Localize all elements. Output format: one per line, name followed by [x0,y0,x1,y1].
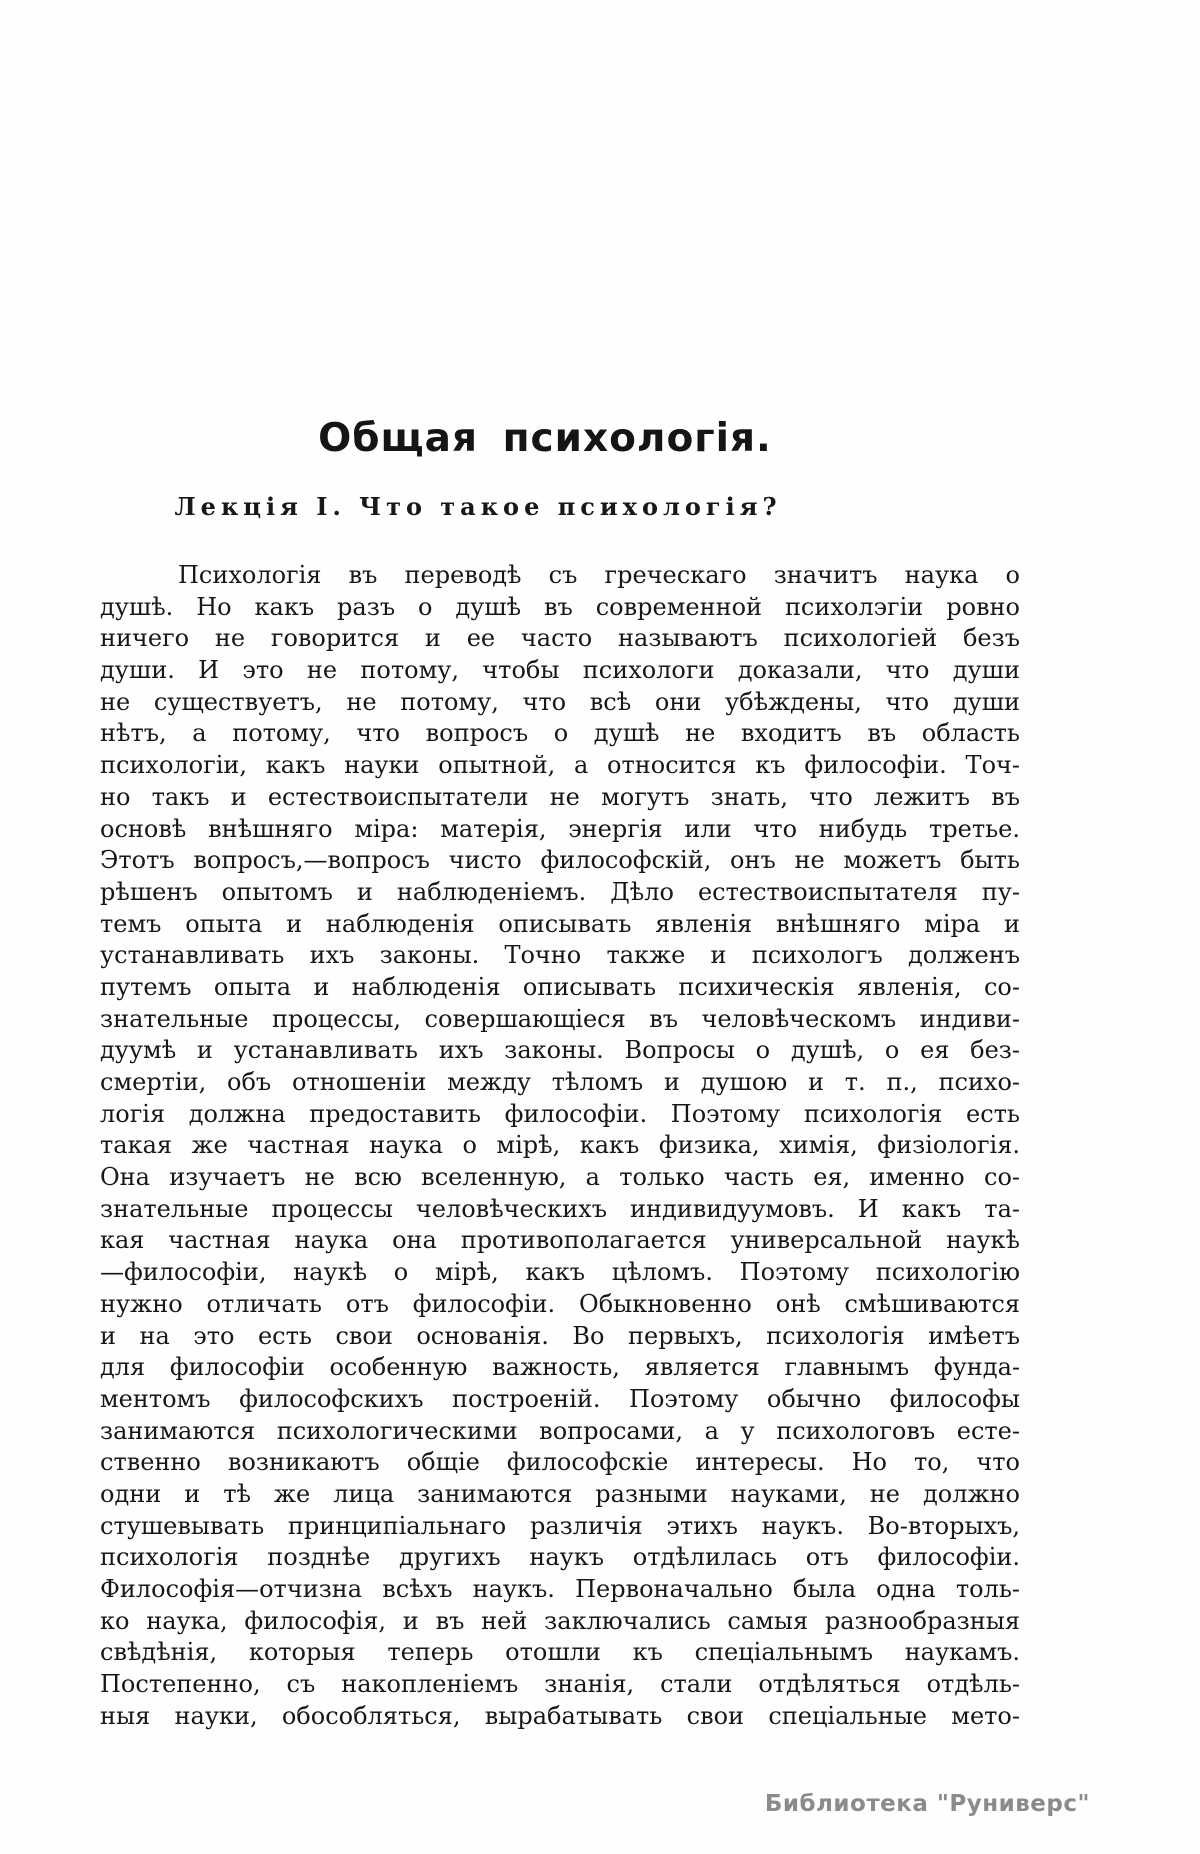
text-line: устанавливать ихъ законы. Точно также и психологъ долженъ [100,941,1020,970]
text-line: стушевывать принципіальнаго различія этихъ наукъ. Во-вторыхъ, [100,1511,1020,1540]
page-title: Общая психологія. [318,416,772,461]
text-line: Этотъ вопросъ,—вопросъ чисто философскій, онъ не можетъ быть [100,846,1020,875]
text-line: ко наука, философія, и въ ней заключались самыя разнообразныя [100,1606,1020,1635]
library-watermark: Библиотека "Руниверс" [764,1791,1090,1817]
body-paragraph [100,560,1020,1732]
text-line: душѣ. Но какъ разъ о душѣ въ современной психолэгіи ровно [100,592,1020,621]
text-line: Философія—отчизна всѣхъ наукъ. Первоначально была одна толь- [100,1575,1020,1603]
text-line: ментомъ философскихъ построеній. Поэтому обычно философы [100,1384,1020,1413]
text-line: смертіи, объ отношеніи между тѣломъ и душою и т. п., психо- [100,1068,1020,1096]
lecture-heading: Лекція I. Что такое психологія? [174,492,782,521]
text-line: —философіи, наукѣ о мірѣ, какъ цѣломъ. Поэтому психологію [100,1258,1020,1287]
text-line: темъ опыта и наблюденія описывать явленія внѣшняго міра и [100,909,1020,938]
text-line: знательные процессы человѣческихъ индивидуумовъ. И какъ та- [100,1194,1020,1223]
text-line: не существуетъ, не потому, что всѣ они убѣждены, что души [100,687,1020,716]
text-line: основѣ внѣшняго міра: матерія, энергія или что нибудь третье. [100,814,1020,843]
text-line: Постепенно, съ накопленіемъ знанія, стали отдѣляться отдѣль- [100,1670,1020,1699]
text-line: одни и тѣ же лица занимаются разными науками, не должно [100,1479,1020,1508]
text-line: но такъ и естествоиспытатели не могутъ знать, что лежитъ въ [100,782,1020,811]
text-line: кая частная наука она противополагается универсальной наукѣ [100,1226,1020,1255]
text-line: рѣшенъ опытомъ и наблюденіемъ. Дѣло естествоиспытателя пу- [100,877,1020,906]
text-line: занимаются психологическими вопросами, а у психологовъ есте- [100,1416,1020,1445]
text-line: ныя науки, обособляться, вырабатывать свои спеціальные мето- [100,1701,1020,1730]
text-line: для философіи особенную важность, является главнымъ фунда- [100,1353,1020,1382]
text-line: и на это есть свои основанія. Во первыхъ, психологія имѣетъ [100,1321,1020,1350]
text-line: Психологія въ переводѣ съ греческаго значитъ наука о [178,561,1020,589]
text-line: нѣтъ, а потому, что вопросъ о душѣ не входитъ въ область [100,719,1020,748]
text-line: знательные процессы, совершающіеся въ человѣческомъ индиви- [100,1004,1020,1033]
text-line: Она изучаетъ не всю вселенную, а только часть ея, именно со- [100,1163,1020,1192]
text-line: психологіи, какъ науки опытной, а относится къ философіи. Точ- [100,751,1020,780]
text-line: души. И это не потому, чтобы психологи доказали, что души [100,656,1020,685]
text-line: нужно отличать отъ философіи. Обыкновенно онѣ смѣшиваются [100,1289,1020,1318]
text-line: свѣдѣнія, которыя теперь отошли къ спеціальнымъ наукамъ. [100,1638,1020,1667]
text-line: путемъ опыта и наблюденія описывать психическія явленія, со- [100,972,1020,1001]
text-line: дуумѣ и устанавливать ихъ законы. Вопросы о душѣ, о ея без- [100,1036,1020,1065]
text-line: психологія позднѣе другихъ наукъ отдѣлилась отъ философіи. [100,1543,1020,1572]
text-line: ственно возникаютъ общіе философскіе интересы. Но то, что [100,1448,1020,1477]
text-line: логія должна предоставить философіи. Поэтому психологія есть [100,1099,1020,1128]
text-line: ничего не говорится и ее часто называютъ психологіей безъ [100,624,1020,653]
text-line: такая же частная наука о мірѣ, какъ физика, химія, физіологія. [100,1131,1020,1160]
